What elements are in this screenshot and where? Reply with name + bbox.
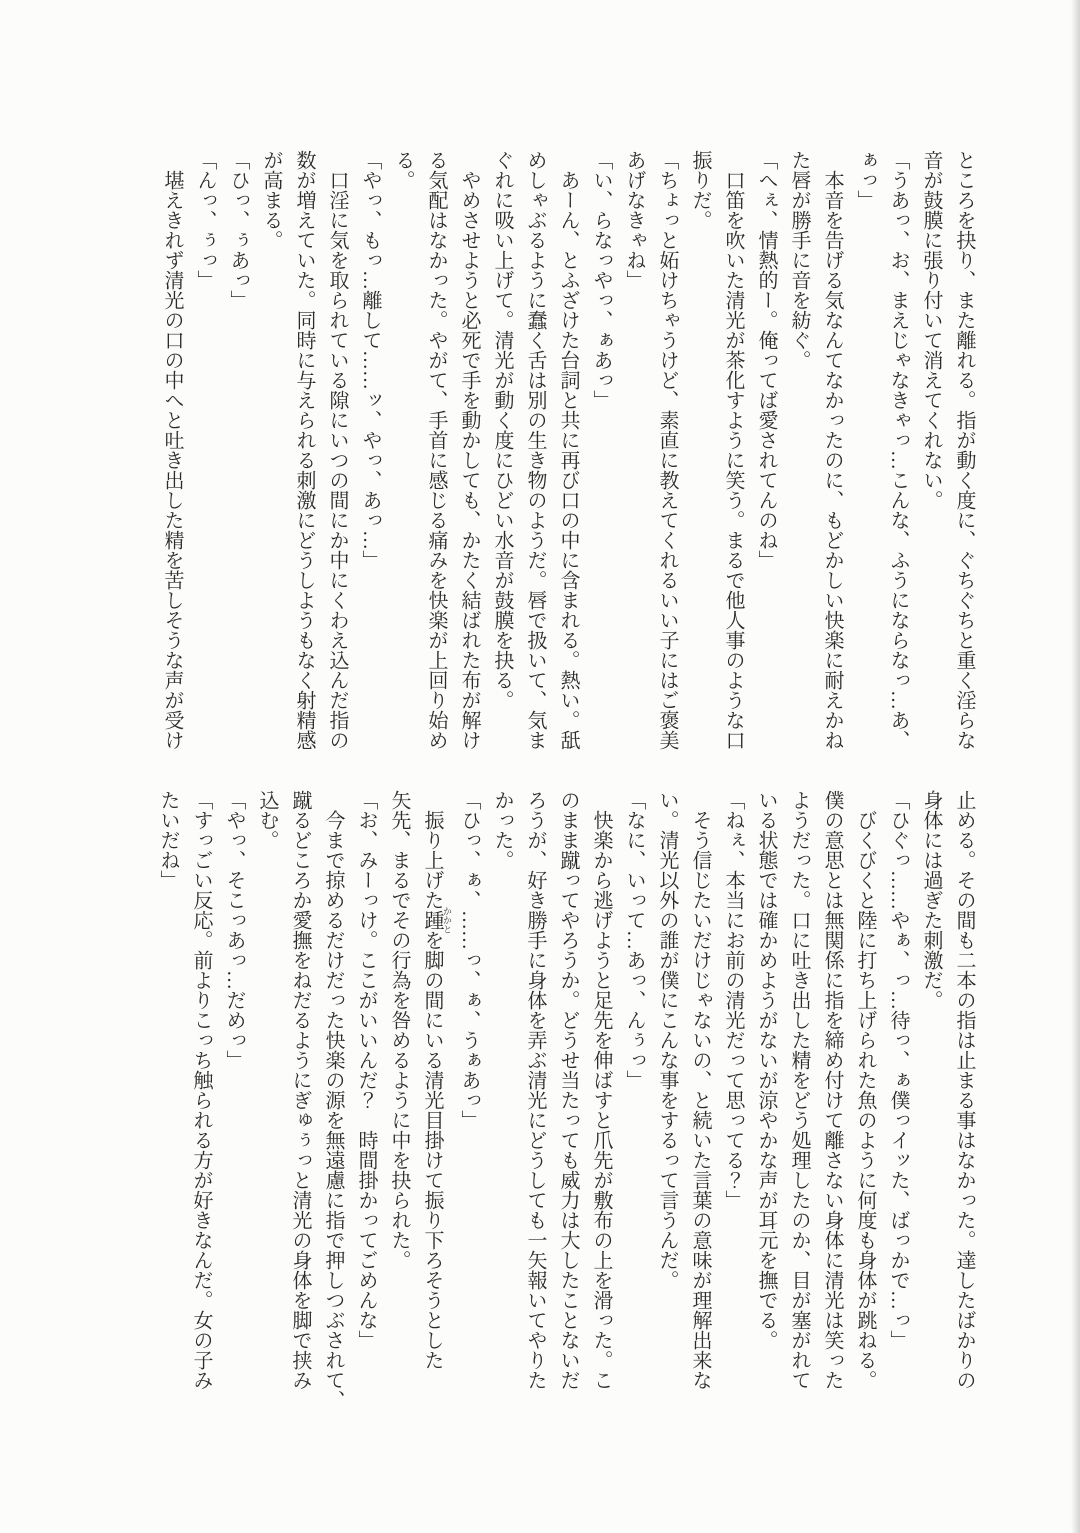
text-column: 音が鼓膜に張り付いて消えてくれない。 (920, 150, 942, 510)
text-column: 蹴るどころか愛撫をねだるようにぎゅぅっと清光の身体を脚で挟み (289, 790, 311, 1390)
text-column: 「ねぇ、本当にお前の清光だって思ってる？」 (722, 790, 744, 1210)
text-column: 「なに、いって…あっ、んぅっ」 (623, 790, 645, 1090)
text-column: 振りだ。 (689, 150, 711, 230)
text-column: 振り上げた踵 かかとを脚の間にいる清光目掛けて振り下ろそうとした (421, 810, 452, 1370)
text-column: 「ひっ、ぁ、……っ、ぁ、うぁあっ」 (458, 790, 480, 1130)
text-column: 「んっ、ぅっ」 (194, 150, 216, 290)
text-column: 「い、らなっやっ、ぁあっ」 (590, 150, 612, 410)
text-column: 「ひっ、ぅあっ」 (227, 150, 249, 310)
text-column: 「すっごい反応。前よりこっち触られる方が好きなんだ。女の子み (190, 790, 212, 1390)
text-column: やめさせようと必死で手を動かしても、かたく結ばれた布が解け (458, 170, 480, 750)
text-column: 「お、みーっけ。ここがいいんだ？ 時間掛かってごめんな」 (355, 790, 377, 1350)
text-column: 「ちょっと妬けちゃうけど、素直に教えてくれるいい子にはご褒美 (656, 150, 678, 750)
page-edge-shadow (1071, 0, 1080, 1533)
text-column: た唇が勝手に音を紡ぐ。 (788, 150, 810, 370)
text-column: そう信じたいだけじゃないの、と続いた言葉の意味が理解出来な (689, 810, 711, 1390)
text-column: が高まる。 (260, 150, 282, 250)
text-column: めしゃぶるように蠢く舌は別の生き物のようだ。唇で扱いて、気ま (524, 150, 546, 750)
text-column: 「うあっ、お、まえじゃなきゃっ…こんな、ふうにならなっ…あ、 (887, 150, 909, 750)
text-column: 「ひぐっ……やぁ、っ…待っ、ぁ僕っイッた、ばっかで…っ」 (887, 790, 909, 1350)
text-column: 快楽から逃げようと足先を伸ばすと爪先が敷布の上を滑った。こ (590, 810, 612, 1390)
text-block-bottom (151, 790, 980, 1410)
text-column: いる状態では確かめようがないが涼やかな声が耳元を撫でる。 (755, 790, 777, 1350)
text-column: 僕の意思とは無関係に指を締め付けて離さない身体に清光は笑った (821, 790, 843, 1390)
text-column: あげなきゃね」 (623, 150, 645, 290)
text-column: 矢先、まるでその行為を咎めるように中を抉られた。 (388, 790, 410, 1270)
text-column: びくびくと陸に打ち上げられた魚のように何度も身体が跳ねる。 (854, 810, 876, 1390)
text-column: 口淫に気を取られている隙にいつの間にか中にくわえ込んだ指の (326, 170, 348, 750)
text-column: 止める。その間も二本の指は止まる事はなかった。達したばかりの (953, 790, 975, 1390)
text-column: る気配はなかった。やがて、手首に感じる痛みを快楽が上回り始め (425, 150, 447, 750)
text-column: 身体には過ぎた刺激だ。 (920, 790, 942, 1010)
text-column: ところを抉り、また離れる。指が動く度に、ぐちぐちと重く淫らな (953, 150, 975, 750)
text-column: ぐれに吸い上げて。清光が動く度にひどい水音が鼓膜を抉る。 (491, 150, 513, 710)
text-column: 口笛を吹いた清光が茶化すように笑う。まるで他人事のような口 (722, 170, 744, 750)
text-column: ろうが、好き勝手に身体を弄ぶ清光にどうしても一矢報いてやりた (524, 790, 546, 1390)
ruby-annotated-word: 踵 かかと (421, 906, 452, 934)
text-column: ぁっ」 (854, 150, 876, 210)
text-column: のまま蹴ってやろうか。どうせ当たっても威力は大したことないだ (557, 790, 579, 1390)
text-column: 数が増えていた。同時に与えられる刺激にどうしようもなく射精感 (293, 150, 315, 750)
text-column: 「やっ、そこっあっ…だめっ」 (223, 790, 245, 1070)
text-column: 「やっ、もっ…離して……ッ、やっ、あっ…」 (359, 150, 381, 570)
text-column: かった。 (491, 790, 513, 870)
text-column: い。清光以外の誰が僕にこんな事をするって言うんだ。 (656, 790, 678, 1290)
text-column: たいだね」 (157, 790, 179, 890)
text-column: あーん、とふざけた台詞と共に再び口の中に含まれる。熱い。舐 (557, 170, 579, 750)
text-column: 堪えきれず清光の口の中へと吐き出した精を苦しそうな声が受け (161, 170, 183, 750)
text-column: 「へぇ、情熱的ー。俺ってば愛されてんのね」 (755, 150, 777, 570)
text-column: る。 (392, 150, 414, 190)
text-column: 今まで掠めるだけだった快楽の源を無遠慮に指で押しつぶされて、 (322, 810, 344, 1410)
text-column: 込む。 (256, 790, 278, 850)
text-block-top (155, 150, 980, 750)
text-column: 本音を告げる気なんてなかったのに、もどかしい快楽に耐えかね (821, 170, 843, 750)
text-column: ようだった。口に吐き出した精をどう処理したのか、目が塞がれて (788, 790, 810, 1390)
